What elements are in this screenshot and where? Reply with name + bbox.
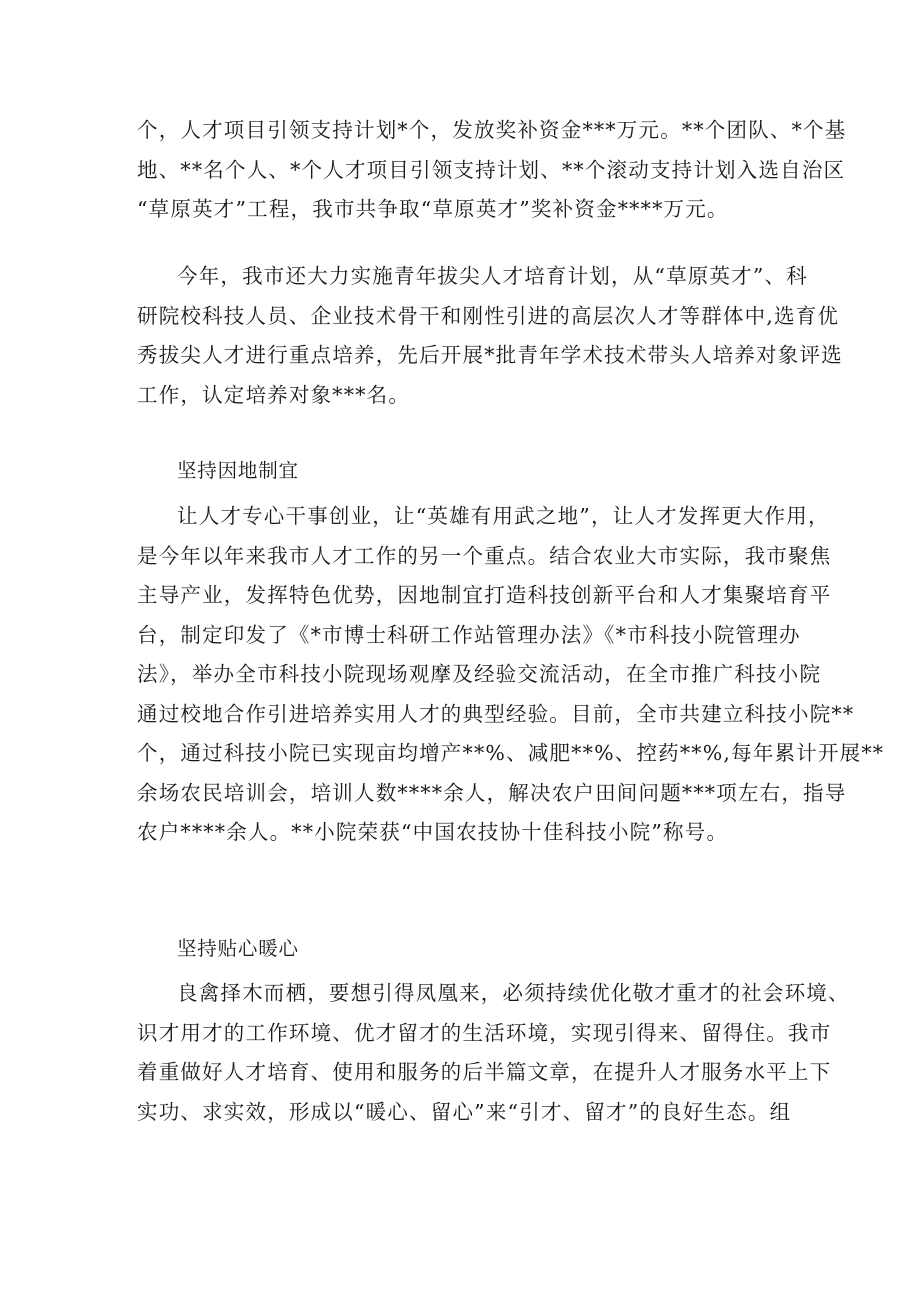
text-line: 主导产业，发挥特色优势，因地制宜打造科技创新平台和人才集聚培育平	[137, 583, 832, 607]
text-line: 秀拔尖人才进行重点培养，先后开展*批青年学术技术带头人培养对象评选	[137, 343, 843, 367]
section-heading-warm-heart: 坚持贴心暖心	[177, 937, 299, 960]
paragraph-youth-talent	[137, 257, 843, 415]
text-line: 实功、求实效，形成以“暖心、留心”来“引才、留才”的良好生态。组	[137, 1099, 792, 1124]
text-line: 研院校科技人员、企业技术骨干和刚性引进的高层次人才等群体中,选育优	[137, 303, 840, 328]
text-line: 法》，举办全市科技小院现场观摩及经验交流活动，在全市推广科技小院	[137, 662, 822, 686]
text-line: 个，人才项目引领支持计划*个，发放奖补资金***万元。**个团队、*个基	[137, 118, 847, 142]
text-line: 识才用才的工作环境、优才留才的生活环境，实现引得来、留得住。我市	[137, 1020, 832, 1045]
text-line: 台，制定印发了《*市博士科研工作站管理办法》《*市科技小院管理办	[137, 622, 801, 647]
text-line: 地、**名个人、*个人才项目引领支持计划、**个滚动支持计划入选自治区	[137, 157, 846, 182]
text-line: 余场农民培训会，培训人数****余人，解决农户田间问题***项左右，指导	[137, 780, 847, 805]
text-line: 个，通过科技小院已实现亩均增产**%、减肥**%、控药**%,每年累计开展**	[137, 741, 885, 765]
paragraph-talent-funding	[137, 111, 847, 230]
text-line: “草原英才”工程，我市共争取“草原英才”奖补资金****万元。	[137, 197, 729, 221]
text-line: 工作，认定培养对象***名。	[137, 382, 411, 407]
text-line: 农户****余人。**小院荣获“中国农技协十佳科技小院”称号。	[137, 820, 729, 844]
text-line: 良禽择木而栖，要想引得凤凰来，必须持续优化敬才重才的社会环境、	[177, 981, 850, 1005]
text-line: 着重做好人才培育、使用和服务的后半篇文章，在提升人才服务水平上下	[137, 1060, 832, 1084]
text-line: 让人才专心干事创业，让“英雄有用武之地”，让人才发挥更大作用，	[177, 504, 830, 528]
paragraph-science-courtyard	[137, 497, 885, 853]
text-line: 是今年以年来我市人才工作的另一个重点。结合农业大市实际，我市聚焦	[137, 543, 832, 568]
section-heading-local-conditions: 坚持因地制宜	[177, 459, 299, 482]
paragraph-talent-environment	[137, 974, 850, 1132]
text-line: 通过校地合作引进培养实用人才的典型经验。目前，全市共建立科技小院**	[137, 701, 855, 726]
text-line: 今年，我市还大力实施青年拔尖人才培育计划，从“草原英才”、科	[177, 264, 808, 288]
